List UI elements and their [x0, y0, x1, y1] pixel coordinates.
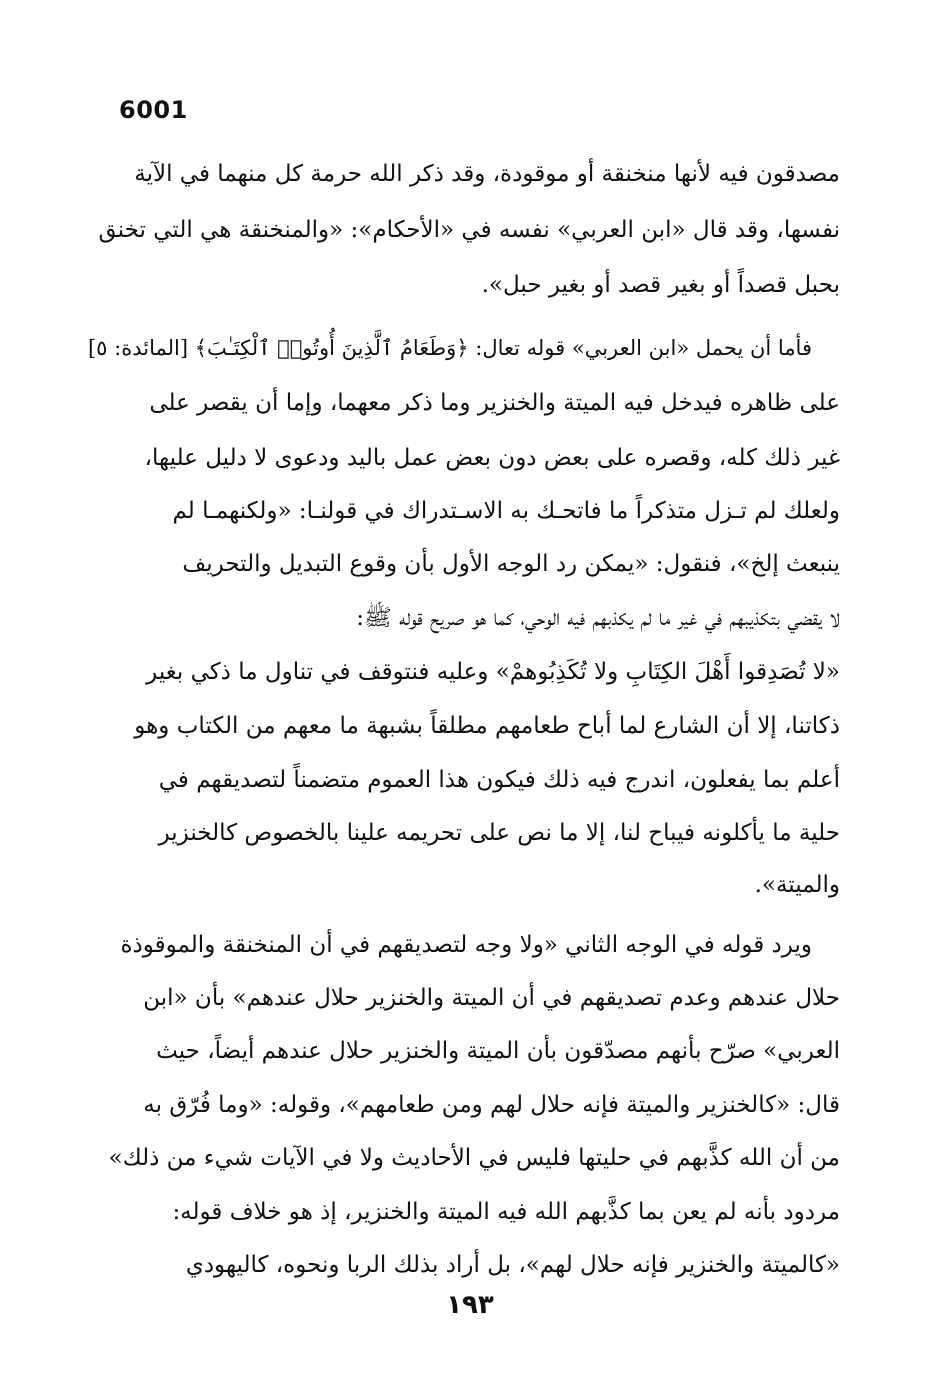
text-line: ويرد قوله في الوجه الثاني «ولا وجه لتصديقهم في أن المنخنقة والموقوذة [120, 932, 812, 958]
text-line: «لا تُصَدِقوا أَهْلَ الكِتَابِ ولا تُكَذِبُوهمْ» وعليه فنتوقف في تناول ما ذكي بغير [146, 659, 840, 685]
text-line: حلية ما يأكلونه فيباح لنا، إلا ما نص على تحريمه علينا بالخصوص كالخنزير [158, 820, 840, 846]
text-line: لا يقضي بتكذيبهم في غير ما لم يكذبهم فيه الوحي، كما هو صريح قوله ﷺ: [356, 605, 840, 631]
text-line: غير ذلك كله، وقصره على بعض دون بعض عمل باليد ودعوى لا دليل عليها، [144, 445, 840, 471]
text-line: العربي» صرّح بأنهم مصدّقون بأن الميتة والخنزير حلال عندهم أيضاً، حيث [156, 1038, 840, 1064]
text-line: نفسها، وقد قال «ابن العربي» نفسه في «الأحكام»: «والمنخنقة هي التي تخنق [98, 217, 840, 243]
page-number: ١٩٣ [446, 1290, 494, 1320]
text-line: ولعلك لم تـزل متذكراً ما فاتحـك به الاسـتدراك في قولنـا: «ولكنهمـا لم [172, 498, 840, 524]
text-line: من أن الله كذَّبهم في حليتها فليس في الأحاديث ولا في الآيات شيء من ذلك» [108, 1145, 840, 1171]
text-line: قال: «كالخنزير والميتة فإنه حلال لهم ومن طعامهم»، وقوله: «وما فُرّق به [143, 1092, 840, 1118]
text-line: ذكاتنا، إلا أن الشارع لما أباح طعامهم مطلقاً بشبهة ما معهم من الكتاب وهو [134, 713, 840, 739]
text-line: أعلم بما يفعلون، اندرج فيه ذلك فيكون هذا العموم متضمناً لتصديقهم في [158, 767, 840, 793]
text-line: والميتة». [754, 872, 840, 898]
text-line: على ظاهره فيدخل فيه الميتة والخنزير وما ذكر معهما، وإما أن يقصر على [149, 390, 840, 416]
page-code: 6001 [119, 96, 188, 124]
text-line: فأما أن يحمل «ابن العربي» قوله تعال: ﴿وَطَعَامُ ٱلَّذِينَ أُوتُوا۟ ٱلْكِتَـٰبَ﴾ [المائدة: ٥] [87, 336, 812, 360]
text-line: ينبعث إلخ»، فنقول: «يمكن رد الوجه الأول بأن وقوع التبديل والتحريف [182, 551, 840, 577]
text-line: مصدقون فيه لأنها منخنقة أو موقودة، وقد ذكر الله حرمة كل منهما في الآية [134, 161, 840, 187]
text-line: مردود بأنه لم يعن بما كذَّبهم الله فيه الميتة والخنزير، إذ هو خلاف قوله: [172, 1199, 840, 1225]
text-line: «كالميتة والخنزير فإنه حلال لهم»، بل أراد بذلك الربا ونحوه، كاليهودي [185, 1252, 840, 1278]
text-line: بحبل قصداً أو بغير قصد أو بغير حبل». [481, 272, 840, 298]
text-line: حلال عندهم وعدم تصديقهم في أن الميتة والخنزير حلال عندهم» بأن «ابن [143, 985, 840, 1011]
